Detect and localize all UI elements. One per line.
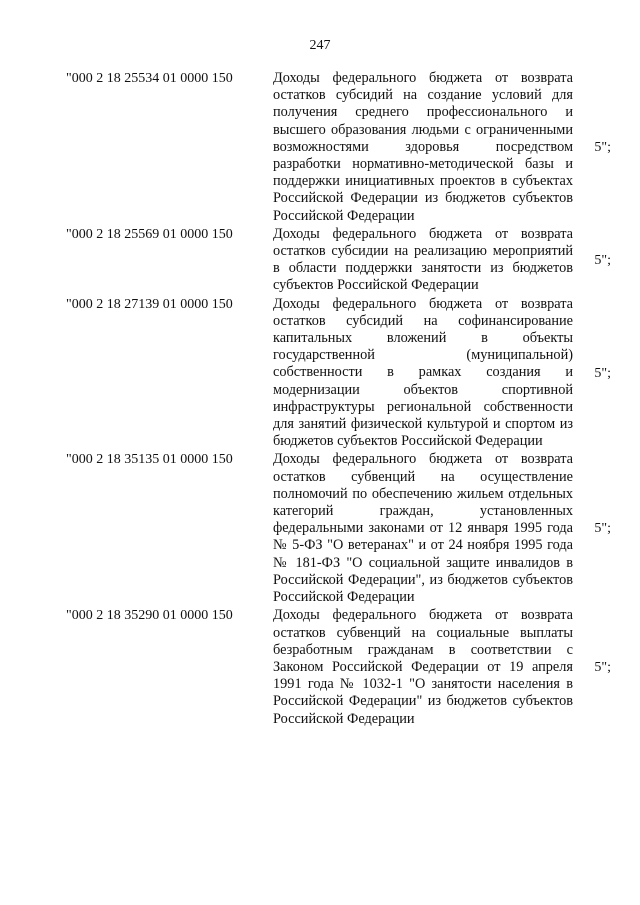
row-value: 5"; [594, 660, 611, 675]
row-value: 5"; [594, 252, 611, 268]
budget-code: "000 2 18 27139 01 0000 150 [66, 296, 233, 312]
income-description: Доходы федерального бюджета от возврата остатков субвенций на социальные выплаты безработным гражданам в соответствии с Законом Российской Федерации от 19 апреля 1991 года № 1032-1 "О занятости населения в Российской Федерации" из бюджетов субъектов Российской Федерации [273, 607, 573, 727]
page-number: 247 [309, 38, 331, 53]
row-value: 5"; [594, 521, 611, 537]
table-row [66, 451, 611, 606]
budget-code: "000 2 18 35290 01 0000 150 [66, 608, 233, 624]
budget-code: "000 2 18 35135 01 0000 150 [66, 452, 233, 468]
table-row [66, 296, 611, 451]
budget-code-table [66, 70, 611, 729]
table-row [66, 70, 611, 225]
budget-code: "000 2 18 25534 01 0000 150 [66, 71, 233, 86]
income-description: Доходы федерального бюджета от возврата остатков субсидий на создание условий для получения среднего профессионального и высшего образования людьми с ограниченными возможностями здоровья посредством разработки нормативно-методической базы и поддержки инициативных проектов в субъектах Российской Федерации из бюджетов субъектов Российской Федерации [273, 70, 573, 224]
income-description: Доходы федерального бюджета от возврата остатков субсидии на реализацию мероприятий в области поддержки занятости из бюджетов субъектов Российской Федерации [273, 225, 573, 294]
income-description: Доходы федерального бюджета от возврата остатков субвенций на осуществление полномочий по обеспечению жильем отдельных категорий граждан, установленных федеральными законами от 12 января 1995 года № 5-ФЗ "О ветеранах" и от 24 ноября 1995 года № 181-ФЗ "О социальной защите инвалидов в Российской Федерации", из бюджетов субъектов Российской Федерации [273, 451, 573, 606]
budget-code: "000 2 18 25569 01 0000 150 [66, 226, 233, 242]
row-value: 5"; [594, 365, 611, 381]
table-row [66, 607, 611, 727]
table-row [66, 226, 611, 295]
income-description: Доходы федерального бюджета от возврата остатков субсидий на софинансирование капитальных вложений в объекты государственной (муниципальной) собственности в рамках создания и модернизации объектов спортивной инфраструктуры региональной собственности для занятий физической культурой и спортом из бюджетов субъектов Российской Федерации [273, 295, 573, 450]
row-value: 5"; [594, 139, 611, 155]
